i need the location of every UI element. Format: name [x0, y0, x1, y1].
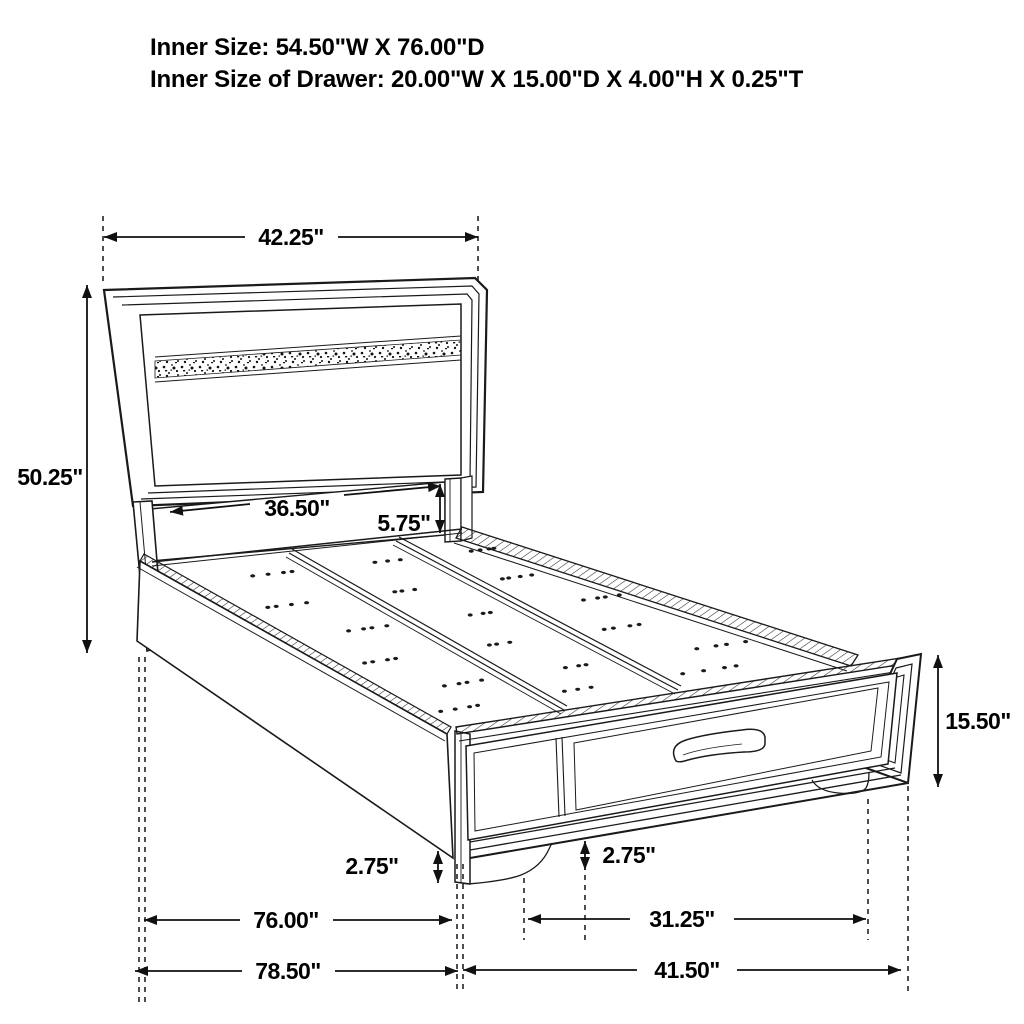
dim-label-headboard-inner-width: 36.50"	[264, 495, 330, 521]
bed-drawing	[104, 278, 921, 884]
side-rail	[137, 554, 453, 858]
dim-label-footboard-height: 15.50"	[945, 708, 1011, 734]
dim-label-headboard-width: 42.25"	[258, 224, 324, 250]
dimension-overall-length	[135, 958, 458, 984]
inner-size-text: Inner Size: 54.50"W X 76.00"D	[150, 34, 485, 61]
dim-label-drawer-section-width: 31.25"	[649, 906, 715, 932]
footboard	[455, 654, 921, 884]
dimension-headboard-width	[104, 224, 478, 250]
dim-label-side-rail-foot-height: 2.75"	[345, 853, 399, 879]
dimension-footboard-height	[938, 655, 1011, 787]
dim-label-headboard-rail-height: 5.75"	[377, 510, 431, 536]
dimension-drawer-section-width	[528, 906, 866, 932]
dim-label-footboard-foot-height: 2.75"	[602, 842, 656, 868]
drawer-inner-size-text: Inner Size of Drawer: 20.00"W X 15.00"D X 4.00"H X 0.25"T	[150, 66, 804, 93]
dimension-footboard-width	[463, 957, 901, 983]
dim-label-footboard-width: 41.50"	[654, 957, 720, 983]
dimension-side-rail-foot-height	[345, 851, 438, 883]
footboard-left-foot	[468, 843, 552, 884]
dim-label-headboard-height: 50.25"	[17, 464, 83, 490]
dim-label-overall-length: 78.50"	[255, 958, 321, 984]
dimension-footboard-foot-height	[585, 841, 656, 870]
dimension-inner-length	[144, 907, 452, 933]
far-side-rail	[456, 527, 858, 666]
dim-label-inner-length: 76.00"	[253, 907, 319, 933]
dimension-headboard-height	[17, 285, 87, 653]
